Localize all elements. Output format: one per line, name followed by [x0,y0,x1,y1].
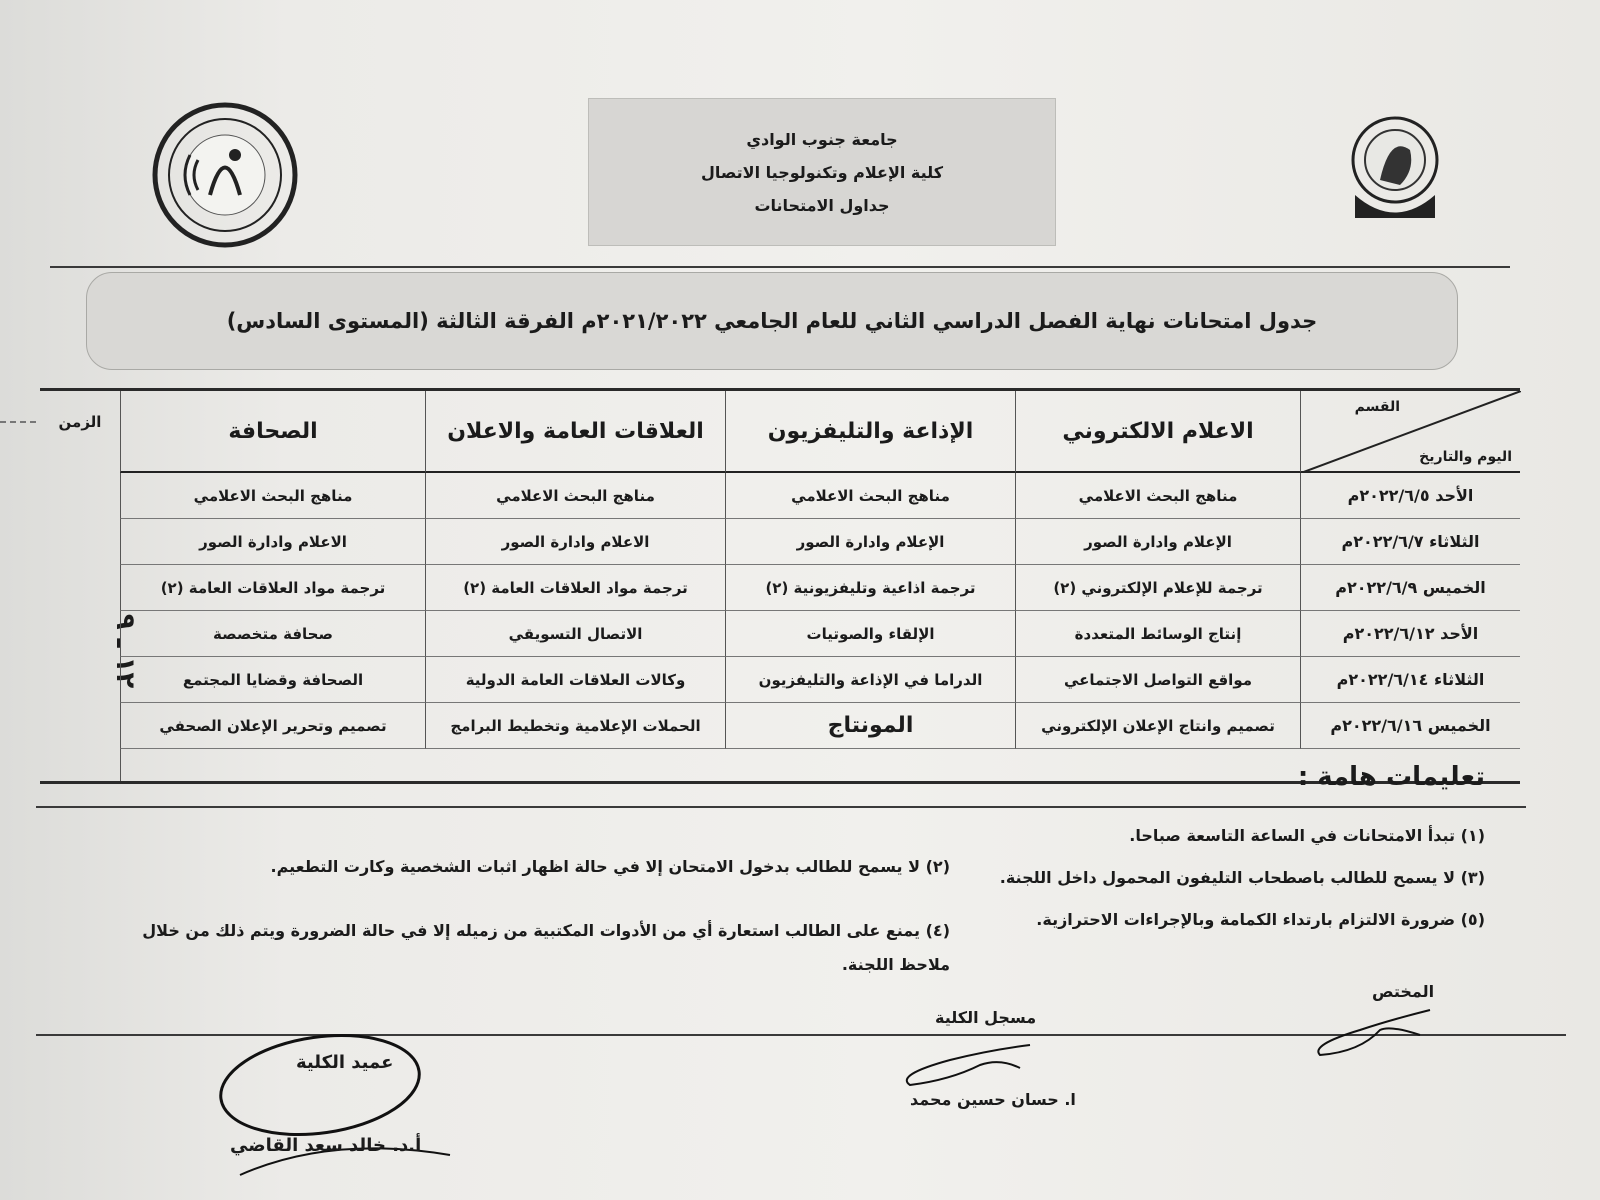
faculty-name: كلية الإعلام وتكنولوجيا الاتصال [701,162,943,182]
table-cell: ترجمة مواد العلاقات العامة (٢) [120,565,425,611]
page-title: جدول امتحانات نهاية الفصل الدراسي الثاني للعام الجامعي ٢٠٢١/٢٠٢٢م الفرقة الثالثة (المستوى السادس) [226,309,1318,333]
dean-signature-icon [210,1025,470,1200]
table-cell: إنتاج الوسائط المتعددة [1015,611,1300,657]
row-day: الثلاثاء ٢٠٢٢/٦/١٤م [1300,657,1520,703]
row-day: الأحد ٢٠٢٢/٦/٥م [1300,473,1520,519]
dean-name: أ.د. خالد سعد القاضي [230,1135,422,1156]
table-cell: الاعلام وادارة الصور [425,519,725,565]
corner-day-label: اليوم والتاريخ [1419,449,1512,465]
university-logo-seal [1340,110,1450,240]
specialist-signature-icon [1300,1000,1440,1060]
table-cell: مناهج البحث الاعلامي [725,473,1015,519]
table-cell: الإعلام وادارة الصور [725,519,1015,565]
note-1: (١) تبدأ الامتحانات في الساعة التاسعة صباحا. [1129,826,1485,845]
table-cell: الإعلام وادارة الصور [1015,519,1300,565]
table-cell: مناهج البحث الاعلامي [120,473,425,519]
registrar-signature-icon [890,1030,1040,1090]
table-cell: الاعلام وادارة الصور [120,519,425,565]
row-day: الخميس ٢٠٢٢/٦/١٦م [1300,703,1520,749]
specialist-label: المختص [1372,982,1435,1001]
faculty-logo-seal [150,100,300,250]
table-cell: الحملات الإعلامية وتخطيط البرامج [425,703,725,749]
registrar-name: ا. حسان حسين محمد [910,1090,1076,1109]
header-rule [50,266,1510,268]
time-value: ١٢ ـ ٩ [110,613,140,689]
table-cell: ترجمة مواد العلاقات العامة (٢) [425,565,725,611]
corner-header [1300,391,1520,473]
table-cell: مناهج البحث الاعلامي [425,473,725,519]
table-cell: صحافة متخصصة [120,611,425,657]
exam-schedule-table [120,388,1520,784]
column-header: العلاقات العامة والاعلان [425,391,725,473]
title-bar [86,272,1458,370]
dean-label: عميد الكلية [296,1052,394,1073]
header-box [588,98,1056,246]
note-5: (٥) ضرورة الالتزام بارتداء الكمامة وبالإجراءات الاحترازية. [1036,910,1485,929]
table-cell: وكالات العلاقات العامة الدولية [425,657,725,703]
note-3: (٣) لا يسمح للطالب باصطحاب التليفون المحمول داخل اللجنة. [999,868,1485,887]
time-column [40,388,140,784]
column-header: الصحافة [120,391,425,473]
row-day: الثلاثاء ٢٠٢٢/٦/٧م [1300,519,1520,565]
table-cell: مواقع التواصل الاجتماعي [1015,657,1300,703]
table-cell: تصميم وتحرير الإعلان الصحفي [120,703,425,749]
table-cell: ترجمة اذاعية وتليفزيونية (٢) [725,565,1015,611]
registrar-label: مسجل الكلية [935,1008,1037,1027]
university-name: جامعة جنوب الوادي [746,129,898,149]
note-4: (٤) يمنع على الطالب استعارة أي من الأدوات المكتبية من زميله إلا في حالة الضرورة ويتم ذلك من خلال ملاحظ اللجنة. [142,921,950,974]
dash-line [0,421,36,423]
table-cell: الإلقاء والصوتيات [725,611,1015,657]
note-2: (٢) لا يسمح للطالب بدخول الامتحان إلا في حالة اظهار اثبات الشخصية وكارت التطعيم. [270,857,950,876]
corner-department-label: القسم [1354,399,1400,415]
table-cell: المونتاج [725,703,1015,749]
table-cell: الدراما في الإذاعة والتليفزيون [725,657,1015,703]
table-cell: مناهج البحث الاعلامي [1015,473,1300,519]
section-name: جداول الامتحانات [754,195,890,215]
time-header: الزمن [58,413,102,431]
notes-title: تعليمات هامة : [1297,762,1485,792]
row-day: الأحد ٢٠٢٢/٦/١٢م [1300,611,1520,657]
column-header: الإذاعة والتليفزيون [725,391,1015,473]
table-cell: الاتصال التسويقي [425,611,725,657]
table-cell: ترجمة للإعلام الإلكتروني (٢) [1015,565,1300,611]
row-day: الخميس ٢٠٢٢/٦/٩م [1300,565,1520,611]
column-header: الاعلام الالكتروني [1015,391,1300,473]
table-cell: تصميم وانتاج الإعلان الإلكتروني [1015,703,1300,749]
table-cell: الصحافة وقضايا المجتمع [120,657,425,703]
table-bottom-rule [36,806,1526,808]
